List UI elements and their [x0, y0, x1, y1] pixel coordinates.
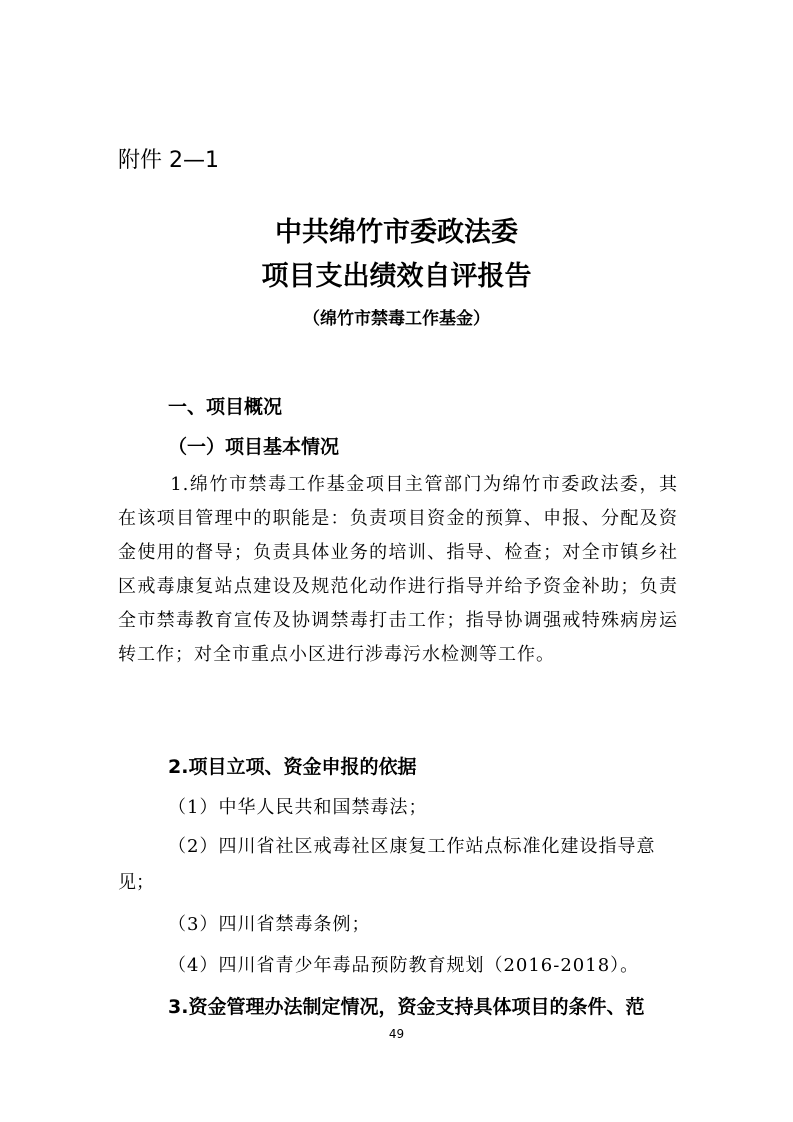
project-overview-paragraph: 1.绵竹市禁毒工作基金项目主管部门为绵竹市委政法委，其在该项目管理中的职能是：负责项目资金的预算、申报、分配及资金使用的督导；负责具体业务的培训、指导、检查；对全市镇乡社区戒毒康复站点建设及规范化动作进行指导并给予资金补助；负责全市禁毒教育宣传及协调禁毒打击工作；指导协调强戒特殊病房运转工作；对全市重点小区进行涉毒污水检测等工作。 — [118, 474, 678, 665]
document-title-line1: 中共绵竹市委政法委 — [275, 217, 518, 248]
subsection1-heading: （一）项目基本情况 — [168, 436, 340, 458]
basis-heading: 2.项目立项、资金申报的依据 — [168, 756, 417, 778]
attachment-label: 附件 2—1 — [118, 148, 219, 173]
document-title-line2: 项目支出绩效自评报告 — [261, 261, 532, 292]
basis-item: （1）中华人民共和国禁毒法； — [168, 797, 428, 818]
page-number: 49 — [388, 1027, 405, 1041]
basis-item: （3）四川省禁毒条例； — [168, 914, 371, 935]
management-heading: 3.资金管理办法制定情况，资金支持具体项目的条件、范 — [168, 996, 645, 1018]
document-subtitle: （绵竹市禁毒工作基金） — [303, 309, 490, 329]
basis-item: （2）四川省社区戒毒社区康复工作站点标准化建设指导意 — [168, 836, 656, 857]
basis-item-continuation: 见； — [118, 872, 154, 893]
section1-heading: 一、项目概况 — [168, 396, 283, 418]
basis-item: （4）四川省青少年毒品预防教育规划（2016-2018）。 — [168, 955, 640, 976]
